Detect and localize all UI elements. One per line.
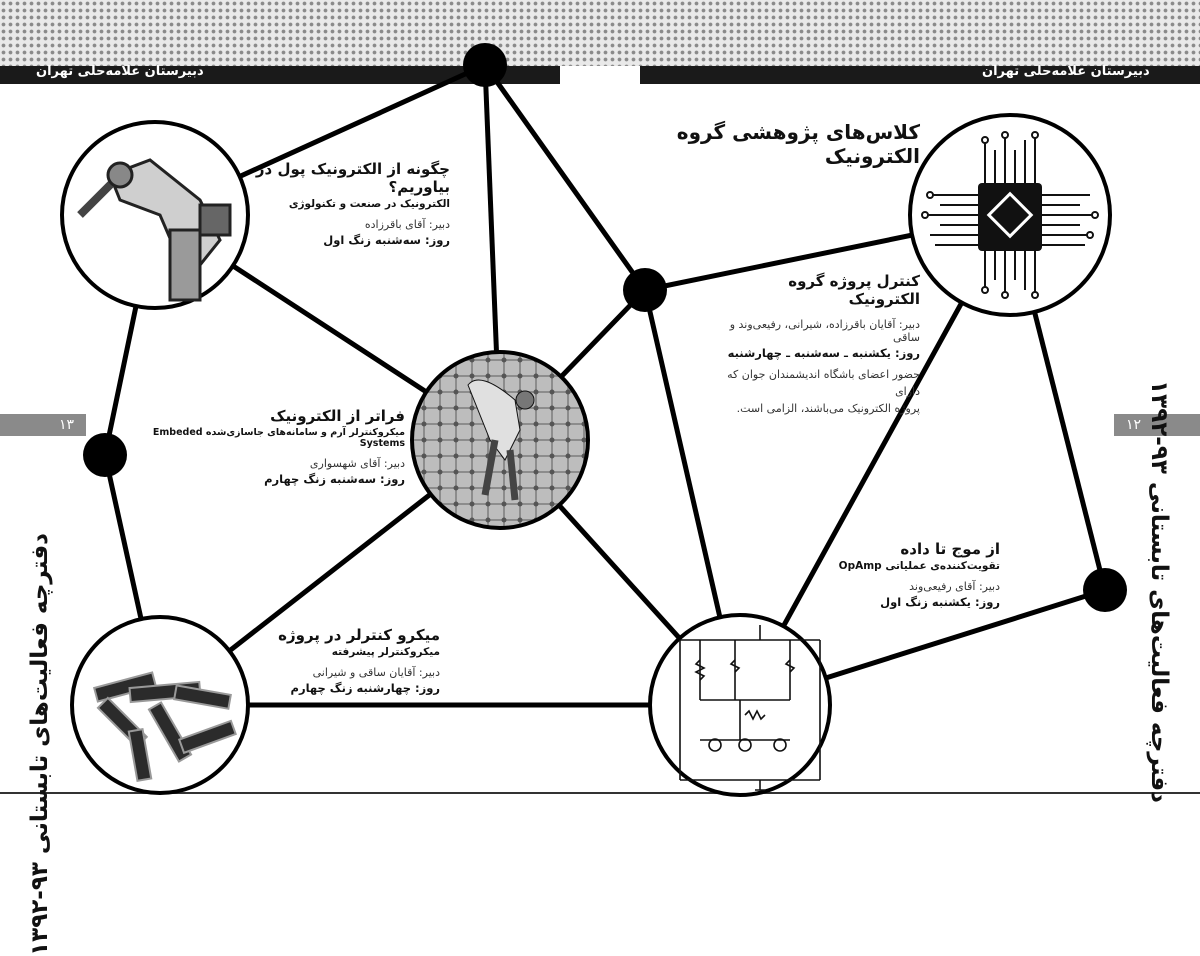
course-title: از موج تا داده <box>900 540 1000 558</box>
course-day: روز: چهارشنبه زنگ چهارم <box>290 681 440 695</box>
chip-icon-image <box>910 115 1110 315</box>
course-note <box>720 366 920 417</box>
node-center-right <box>623 268 667 312</box>
course-title: کنترل پروژه گروه الکترونیک <box>788 272 920 308</box>
course-title: میکرو کنترلر در پروژه <box>278 626 440 644</box>
robot-arm-image <box>62 122 248 308</box>
course-teacher: دبیر: آقایان باقرزاده، شیرانی، رفیعی‌وند و ساقی <box>729 318 920 344</box>
course-teacher: دبیر: آقای باقرزاده <box>364 218 450 231</box>
course-day: روز: یکشنبه زنگ اول <box>880 595 1000 609</box>
course-day: روز: سه‌شنبه زنگ چهارم <box>264 472 405 486</box>
course-block-beyond-electronics <box>130 407 405 486</box>
course-title: چگونه از الکترونیک پول در بیاوریم؟ <box>255 160 450 196</box>
side-label-right: دفترچه فعالیت‌های تابستانی ۹۳-۱۳۹۲ <box>1146 380 1172 803</box>
opamp-circuit-image <box>650 615 830 795</box>
node-left <box>83 433 127 477</box>
course-subtitle: الکترونیک در صنعت و تکنولوژی <box>288 198 450 210</box>
course-day: روز: یکشنبه ـ سه‌شنبه ـ چهارشنبه <box>727 346 920 360</box>
course-teacher: دبیر: آقای شهسواری <box>309 457 405 470</box>
course-teacher: دبیر: آقایان ساقی و شیرانی <box>312 666 440 679</box>
side-label-left: دفترچه فعالیت‌های تابستانی ۹۳-۱۳۹۲ <box>27 533 53 956</box>
course-block-wave-to-data <box>820 540 1000 609</box>
page-number-left: ۱۳ <box>0 414 86 436</box>
course-note-line: حضور اعضای باشگاه اندیشمندان جوان که دارای <box>727 368 920 398</box>
course-subtitle: میکروکنترلر آرم و سامانه‌های جاسازی‌شده Embeded Systems <box>152 427 405 449</box>
school-name-right: دبیرستان علامه‌حلی تهران <box>982 64 1150 79</box>
page-number-right: ۱۲ <box>1114 414 1200 436</box>
course-day: روز: سه‌شنبه زنگ اول <box>323 233 450 247</box>
school-name-left: دبیرستان علامه‌حلی تهران <box>36 64 204 79</box>
course-teacher: دبیر: آقای رفیعی‌وند <box>909 580 1000 593</box>
node-top <box>463 43 507 87</box>
course-block-money <box>240 160 450 247</box>
course-subtitle: میکروکنترلر پیشرفته <box>331 646 440 658</box>
node-right <box>1083 568 1127 612</box>
worker-on-circuit-board-image <box>412 352 588 528</box>
course-subtitle: تقویت‌کننده‌ی عملیاتی OpAmp <box>838 560 1000 572</box>
course-block-project-control <box>720 272 920 417</box>
course-title: فراتر از الکترونیک <box>270 407 405 425</box>
page-heading: کلاس‌های پژوهشی گروه الکترونیک <box>676 120 920 168</box>
ic-chips-image <box>72 617 248 793</box>
course-block-microcontroller <box>250 626 440 695</box>
course-note-line: پروژه الکترونیک می‌باشند، الزامی است. <box>736 402 920 415</box>
